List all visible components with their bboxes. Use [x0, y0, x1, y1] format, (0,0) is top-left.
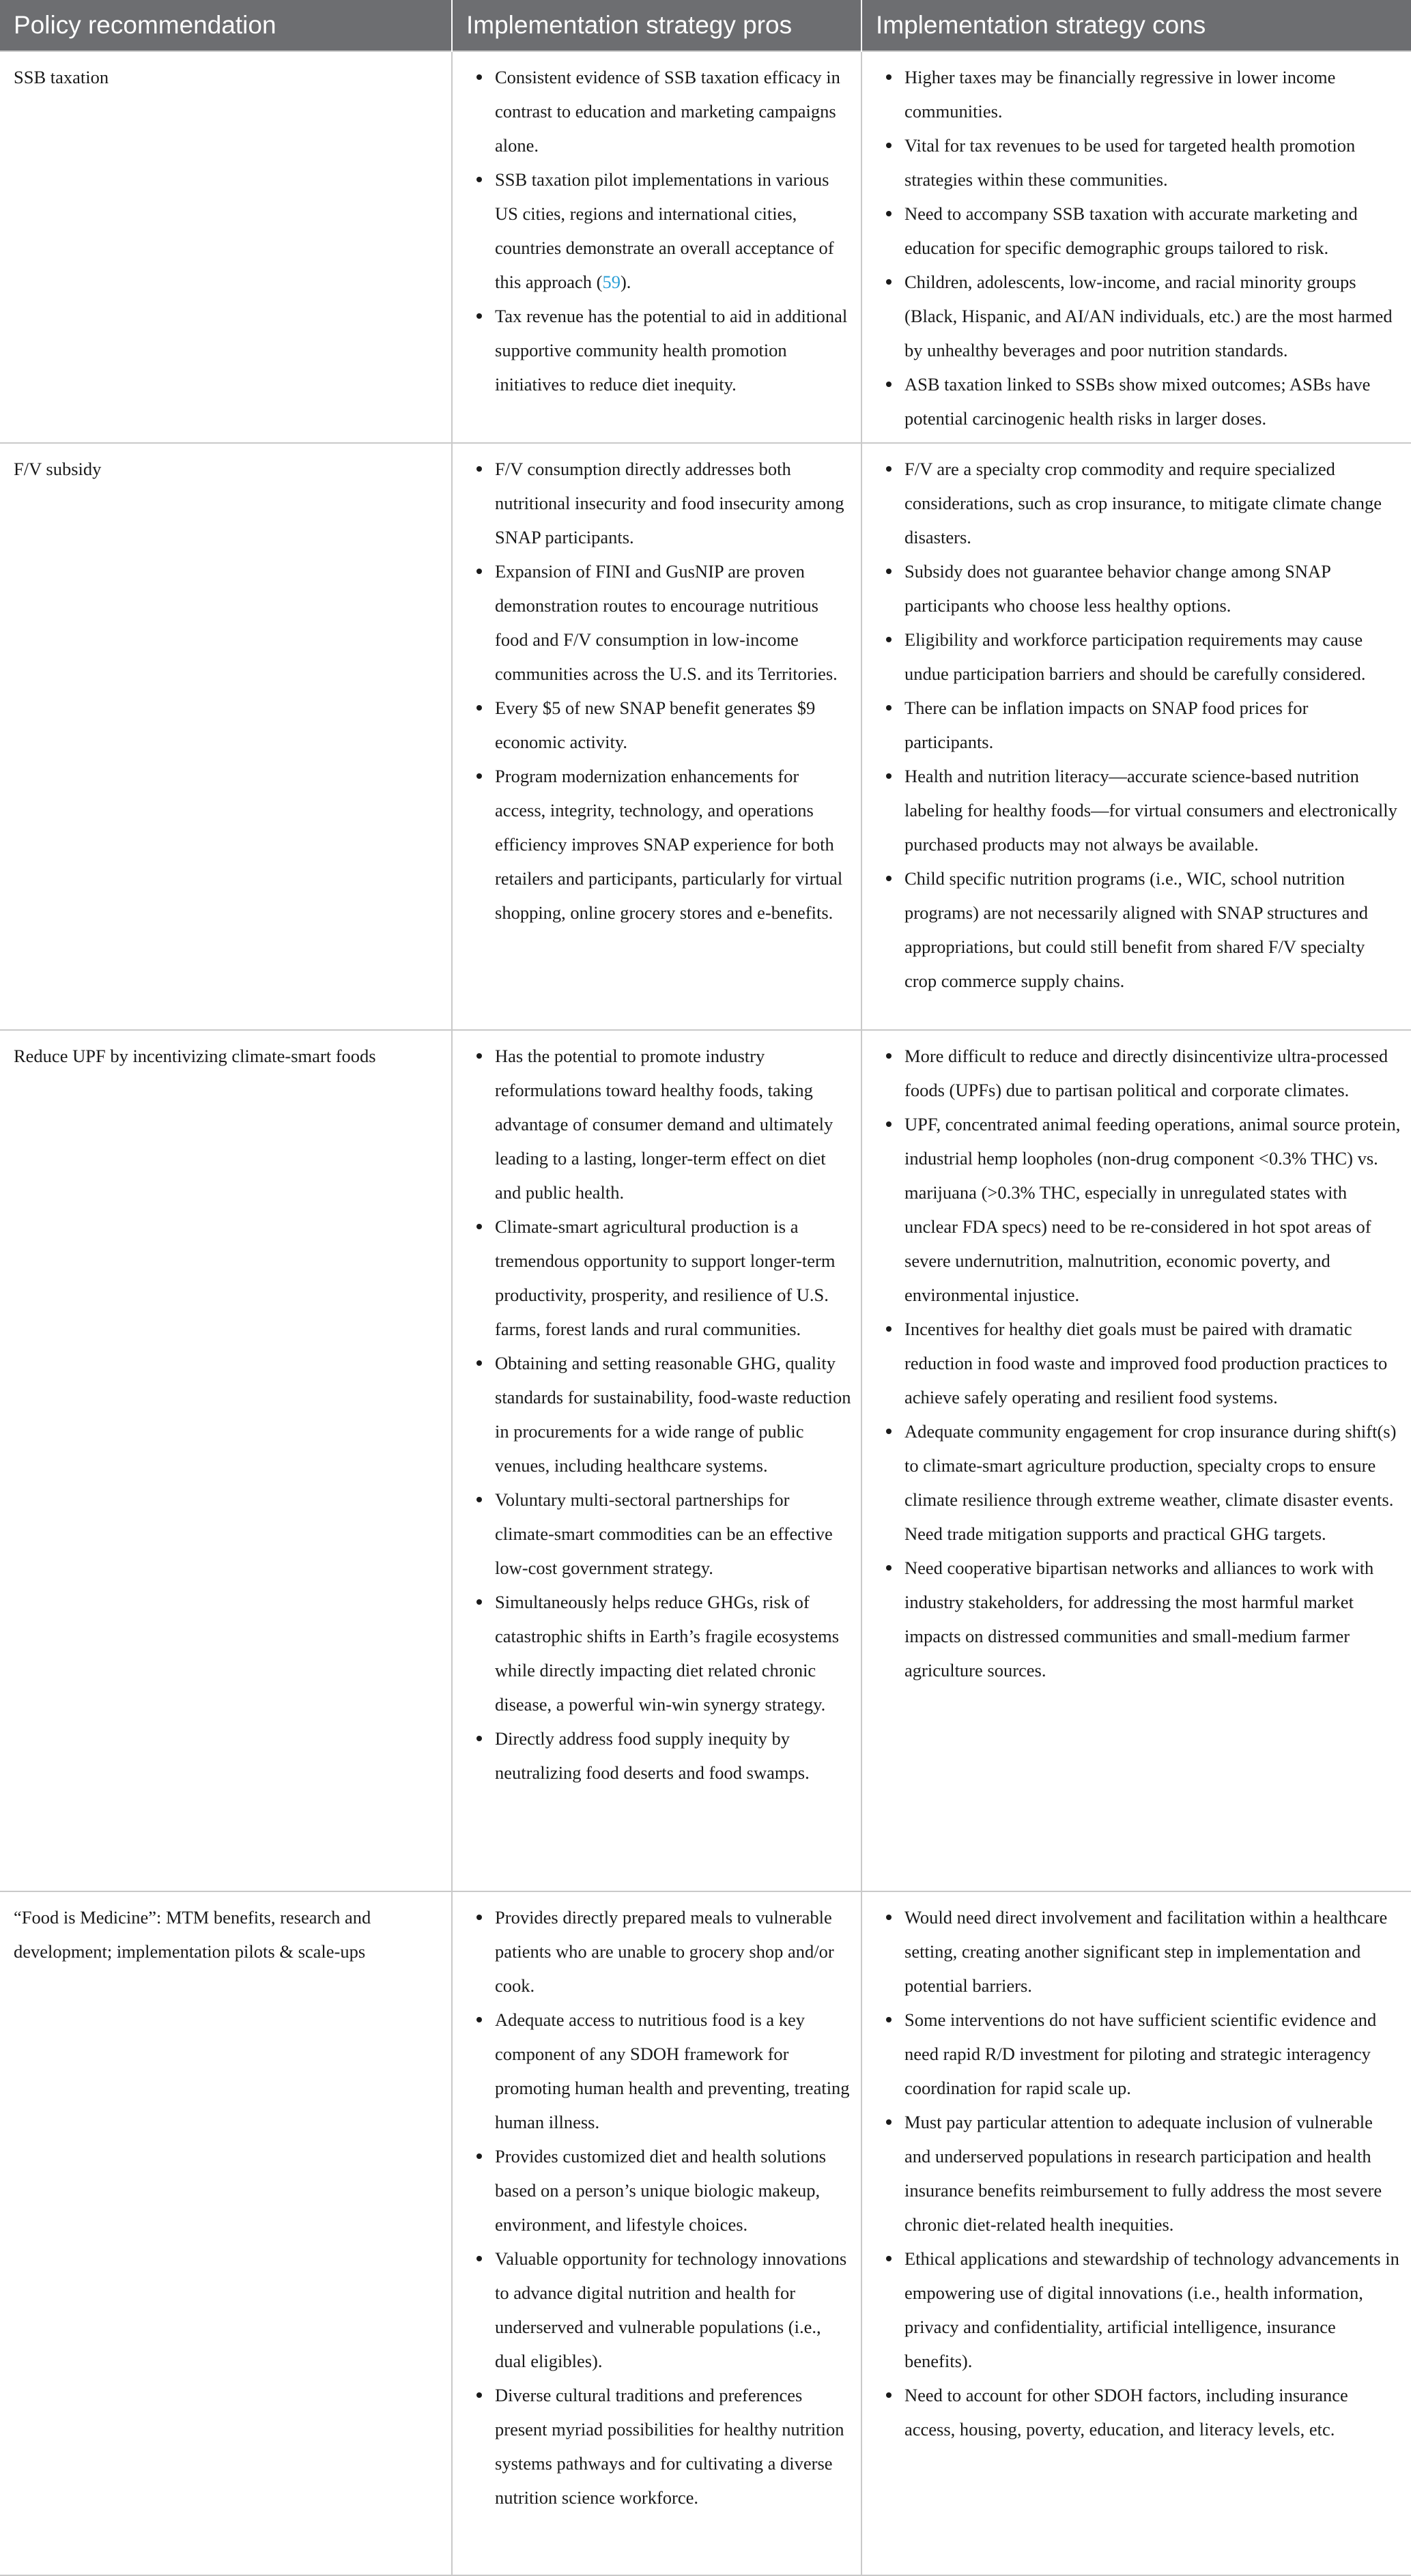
header-cons: Implementation strategy cons — [861, 0, 1411, 51]
header-policy: Policy recommendation — [0, 0, 452, 51]
list-item: Voluntary multi-sectoral partnerships for climate-smart commodities can be an effective low-cost government strategy. — [495, 1483, 851, 1585]
pros-cell — [452, 1891, 861, 2575]
cons-cell — [861, 443, 1411, 1030]
list-item: Program modernization enhancements for access, integrity, technology, and operations efficiency improves SNAP experience for both retailers and participants, particularly for virtual shopping, online grocery stores and e-benefits. — [495, 759, 851, 930]
list-item: F/V consumption directly addresses both nutritional insecurity and food insecurity among SNAP participants. — [495, 452, 851, 554]
header-pros: Implementation strategy pros — [452, 0, 861, 51]
pros-list — [466, 1900, 851, 2515]
pros-list — [466, 452, 851, 930]
cons-cell — [861, 1891, 1411, 2575]
list-item: Health and nutrition literacy—accurate science-based nutrition labeling for healthy foods—for virtual consumers and electronically purchased products may not always be available. — [904, 759, 1401, 861]
list-item: Eligibility and workforce participation requirements may cause undue participation barriers and should be carefully considered. — [904, 622, 1401, 691]
citation-link[interactable]: 59 — [602, 272, 621, 292]
policy-cell — [0, 443, 452, 1030]
pros-list — [466, 60, 851, 401]
table-row — [0, 1891, 1411, 2575]
policy-text: Reduce UPF by incentivizing climate-smart foods — [14, 1046, 376, 1066]
list-item: Ethical applications and stewardship of technology advancements in empowering use of digital innovations (i.e., health information, privacy and confidentiality, artificial intelligence, insurance benefits). — [904, 2242, 1401, 2378]
list-item: Expansion of FINI and GusNIP are proven demonstration routes to encourage nutritious food and F/V consumption in low-income communities across the U.S. and its Territories. — [495, 554, 851, 691]
list-item: There can be inflation impacts on SNAP food prices for participants. — [904, 691, 1401, 759]
list-item: Vital for tax revenues to be used for targeted health promotion strategies within these communities. — [904, 128, 1401, 197]
list-item: Children, adolescents, low-income, and racial minority groups (Black, Hispanic, and AI/AN individuals, etc.) are the most harmed by unhealthy beverages and poor nutrition standards. — [904, 265, 1401, 367]
pros-list — [466, 1039, 851, 1790]
list-item: Incentives for healthy diet goals must be paired with dramatic reduction in food waste and improved food production practices to achieve safely operating and resilient food systems. — [904, 1312, 1401, 1414]
list-item: More difficult to reduce and directly disincentivize ultra-processed foods (UPFs) due to partisan political and corporate climates. — [904, 1039, 1401, 1107]
policy-cell — [0, 1030, 452, 1891]
cons-list — [876, 452, 1401, 998]
list-item: Must pay particular attention to adequate inclusion of vulnerable and underserved populations in research participation and health insurance benefits reimbursement to fully address the most severe chronic diet-related health inequities. — [904, 2105, 1401, 2242]
list-item: Child specific nutrition programs (i.e., WIC, school nutrition programs) are not necessarily aligned with SNAP structures and appropriations, but could still benefit from shared F/V specialty crop commerce supply chains. — [904, 861, 1401, 998]
policy-cell — [0, 51, 452, 443]
list-item: Adequate community engagement for crop insurance during shift(s) to climate-smart agriculture production, specialty crops to ensure climate resilience through extreme weather, climate disaster events. Need trade mitigation supports and practical GHG targets. — [904, 1414, 1401, 1551]
cons-list — [876, 1900, 1401, 2446]
list-item: Provides customized diet and health solutions based on a person’s unique biologic makeup, environment, and lifestyle choices. — [495, 2139, 851, 2242]
list-item: Every $5 of new SNAP benefit generates $9 economic activity. — [495, 691, 851, 759]
list-item: Adequate access to nutritious food is a key component of any SDOH framework for promoting human health and preventing, treating human illness. — [495, 2003, 851, 2139]
cons-list — [876, 60, 1401, 435]
list-item: Need to accompany SSB taxation with accurate marketing and education for specific demographic groups tailored to risk. — [904, 197, 1401, 265]
cons-cell — [861, 1030, 1411, 1891]
table-row — [0, 1030, 1411, 1891]
cons-list — [876, 1039, 1401, 1687]
list-item: ASB taxation linked to SSBs show mixed outcomes; ASBs have potential carcinogenic health risks in larger doses. — [904, 367, 1401, 435]
table-row — [0, 51, 1411, 443]
policy-cell — [0, 1891, 452, 2575]
list-item: Directly address food supply inequity by neutralizing food deserts and food swamps. — [495, 1721, 851, 1790]
list-item: SSB taxation pilot implementations in various US cities, regions and international cities, countries demonstrate an overall acceptance of this approach (59). — [495, 162, 851, 299]
list-item: Climate-smart agricultural production is a tremendous opportunity to support longer-term productivity, prosperity, and resilience of U.S. farms, forest lands and rural communities. — [495, 1210, 851, 1346]
list-item: Diverse cultural traditions and preferences present myriad possibilities for healthy nutrition systems pathways and for cultivating a diverse nutrition science workforce. — [495, 2378, 851, 2515]
list-item: Obtaining and setting reasonable GHG, quality standards for sustainability, food-waste reduction in procurements for a wide range of public venues, including healthcare systems. — [495, 1346, 851, 1483]
list-item: Need to account for other SDOH factors, including insurance access, housing, poverty, education, and literacy levels, etc. — [904, 2378, 1401, 2446]
list-item: Higher taxes may be financially regressive in lower income communities. — [904, 60, 1401, 128]
list-item: Some interventions do not have sufficient scientific evidence and need rapid R/D investment for piloting and strategic interagency coordination for rapid scale up. — [904, 2003, 1401, 2105]
policy-text: “Food is Medicine”: MTM benefits, research and development; implementation pilots & scale-ups — [14, 1907, 371, 1962]
list-item: Would need direct involvement and facilitation within a healthcare setting, creating another significant step in implementation and potential barriers. — [904, 1900, 1401, 2003]
list-item: Simultaneously helps reduce GHGs, risk of catastrophic shifts in Earth’s fragile ecosystems while directly impacting diet related chronic disease, a powerful win-win synergy strategy. — [495, 1585, 851, 1721]
list-item: Consistent evidence of SSB taxation efficacy in contrast to education and marketing campaigns alone. — [495, 60, 851, 162]
cons-cell — [861, 51, 1411, 443]
policy-text: F/V subsidy — [14, 459, 102, 479]
policy-text: SSB taxation — [14, 67, 109, 87]
list-item: Subsidy does not guarantee behavior change among SNAP participants who choose less healthy options. — [904, 554, 1401, 622]
list-item: Valuable opportunity for technology innovations to advance digital nutrition and health for underserved and vulnerable populations (i.e., dual eligibles). — [495, 2242, 851, 2378]
header-row — [0, 0, 1411, 51]
list-item: Need cooperative bipartisan networks and alliances to work with industry stakeholders, for addressing the most harmful market impacts on distressed communities and small-medium farmer agriculture sources. — [904, 1551, 1401, 1687]
list-item: UPF, concentrated animal feeding operations, animal source protein, industrial hemp loopholes (non-drug component <0.3% THC) vs. marijuana (>0.3% THC, especially in unregulated states with unclear FDA specs) need to be re-considered in hot spot areas of severe undernutrition, malnutrition, economic poverty, and environmental injustice. — [904, 1107, 1401, 1312]
pros-cell — [452, 443, 861, 1030]
list-item: Tax revenue has the potential to aid in additional supportive community health promotion initiatives to reduce diet inequity. — [495, 299, 851, 401]
list-item: F/V are a specialty crop commodity and require specialized considerations, such as crop insurance, to mitigate climate change disasters. — [904, 452, 1401, 554]
table-row — [0, 443, 1411, 1030]
list-item: Provides directly prepared meals to vulnerable patients who are unable to grocery shop and/or cook. — [495, 1900, 851, 2003]
list-item: Has the potential to promote industry reformulations toward healthy foods, taking advantage of consumer demand and ultimately leading to a lasting, longer-term effect on diet and public health. — [495, 1039, 851, 1210]
pros-cell — [452, 1030, 861, 1891]
pros-cell — [452, 51, 861, 443]
